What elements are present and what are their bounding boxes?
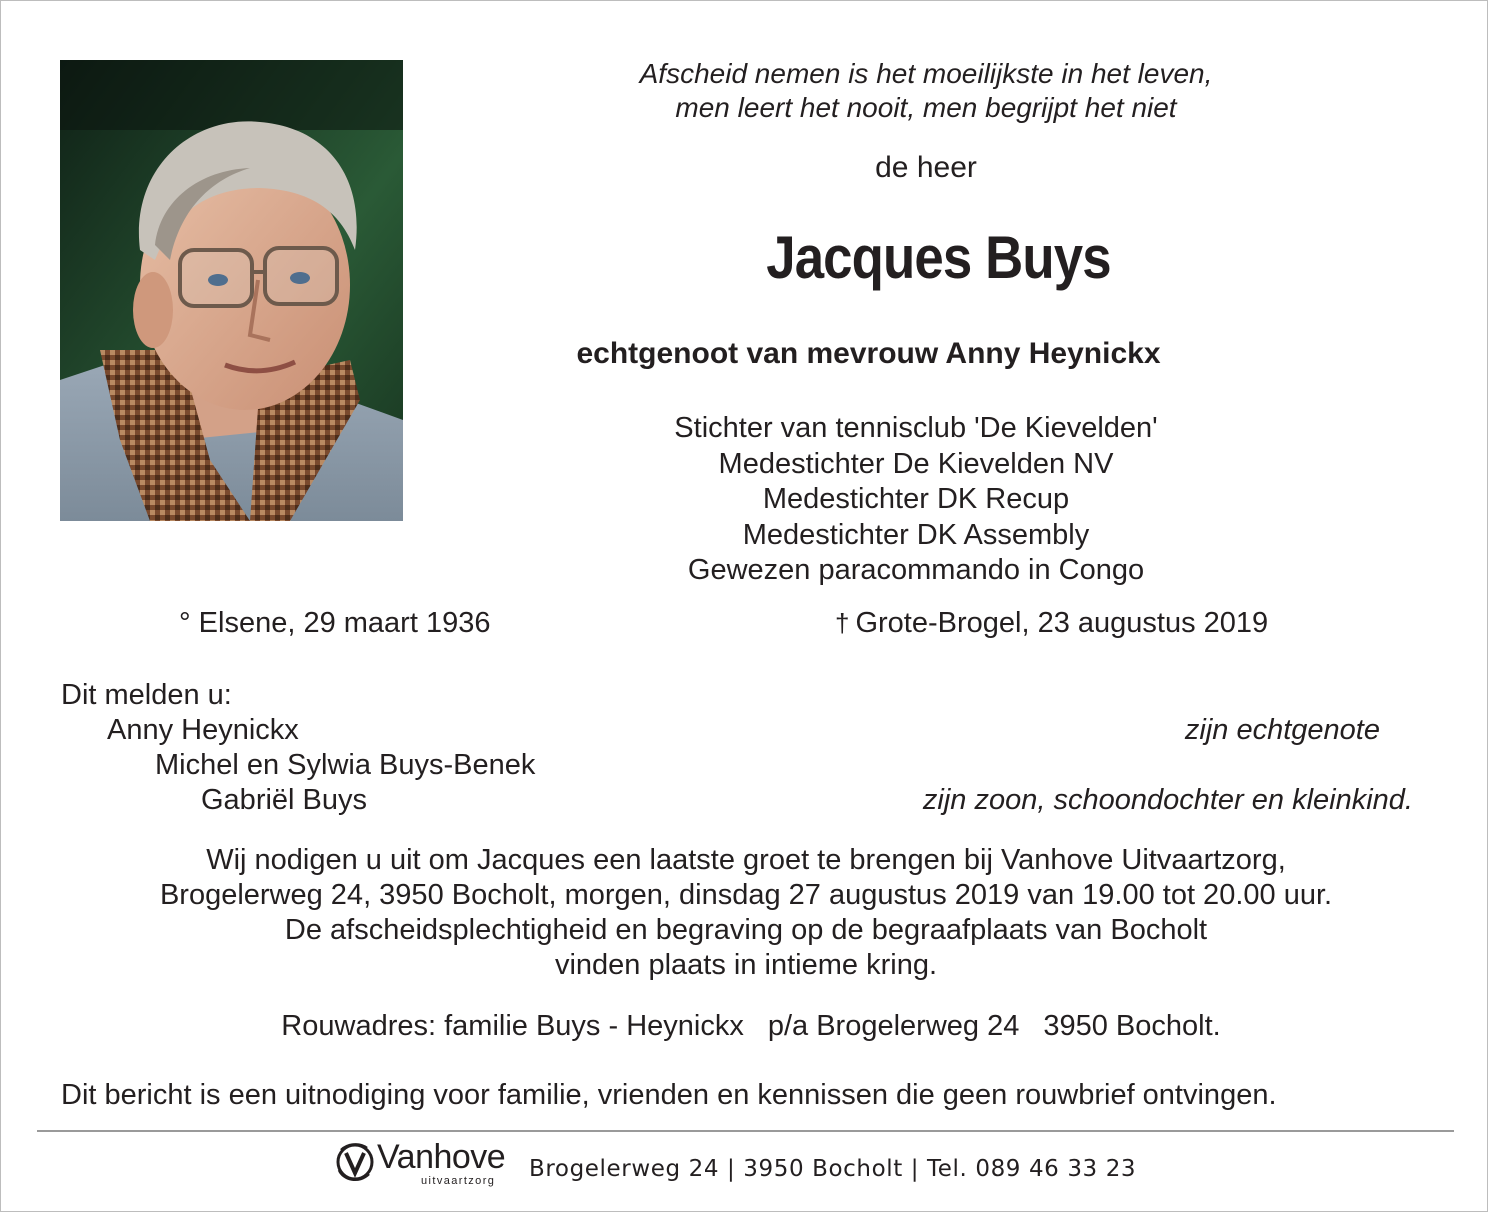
footer-divider bbox=[37, 1130, 1454, 1132]
function-item: Stichter van tennisclub 'De Kievelden' bbox=[674, 412, 1158, 444]
death-text: Grote-Brogel, 23 augustus 2019 bbox=[855, 607, 1269, 639]
invitation-line: De afscheidsplechtigheid en begraving op de begraafplaats van Bocholt bbox=[284, 914, 1208, 946]
mourning-address-city: 3950 Bocholt. bbox=[1043, 1010, 1221, 1042]
relation-2: zijn zoon, schoondochter en kleinkind. bbox=[922, 784, 1413, 816]
mourner-1: Anny Heynickx bbox=[107, 714, 299, 746]
mourning-address bbox=[61, 1010, 1441, 1043]
mourning-address-label: Rouwadres: familie Buys - Heynickx bbox=[281, 1010, 744, 1042]
spouse-line: echtgenoot van mevrouw Anny Heynickx bbox=[576, 337, 1161, 370]
function-item: Medestichter De Kievelden NV bbox=[718, 447, 1114, 480]
invitation-line: Brogelerweg 24, 3950 Bocholt, morgen, dinsdag 27 augustus 2019 van 19.00 tot 20.00 uur. bbox=[159, 879, 1333, 911]
invitation-line: Wij nodigen u uit om Jacques een laatste groet te brengen bij Vanhove Uitvaartzorg, bbox=[206, 844, 1286, 876]
relation-1: zijn echtgenote bbox=[1184, 714, 1380, 746]
quote-line-2: men leert het nooit, men begrijpt het niet bbox=[675, 92, 1177, 123]
death-line bbox=[835, 607, 1268, 640]
portrait-photo bbox=[60, 60, 403, 521]
invitation-line: vinden plaats in intieme kring. bbox=[554, 949, 938, 981]
salutation: de heer bbox=[875, 151, 977, 184]
function-item: Medestichter DK Assembly bbox=[742, 518, 1090, 551]
mourning-address-street: p/a Brogelerweg 24 bbox=[767, 1010, 1020, 1042]
function-item: Medestichter DK Recup bbox=[762, 483, 1070, 515]
mourner-2: Michel en Sylwia Buys-Benek bbox=[155, 749, 536, 781]
vanhove-logo-icon bbox=[333, 1140, 377, 1184]
deceased-name: Jacques Buys bbox=[766, 224, 1111, 291]
mourner-3: Gabriël Buys bbox=[201, 784, 368, 816]
birth-line: ° Elsene, 29 maart 1936 bbox=[179, 607, 491, 639]
logo-name: Vanhove bbox=[377, 1138, 506, 1176]
functions-list bbox=[441, 411, 1391, 589]
quote-line-1: Afscheid nemen is het moeilijkste in het leven, bbox=[639, 58, 1213, 89]
announcement-intro: Dit melden u: bbox=[61, 679, 232, 711]
notice-text: Dit bericht is een uitnodiging voor familie, vrienden en kennissen die geen rouwbrief ontvingen. bbox=[61, 1079, 1277, 1111]
logo-subtitle: uitvaartzorg bbox=[421, 1175, 496, 1187]
footer-address: Brogelerweg 24 | 3950 Bocholt | Tel. 089 46 33 23 bbox=[529, 1156, 1137, 1182]
invitation-text bbox=[61, 843, 1431, 983]
cross-icon: † bbox=[835, 608, 850, 638]
function-item: Gewezen paracommando in Congo bbox=[687, 554, 1145, 586]
